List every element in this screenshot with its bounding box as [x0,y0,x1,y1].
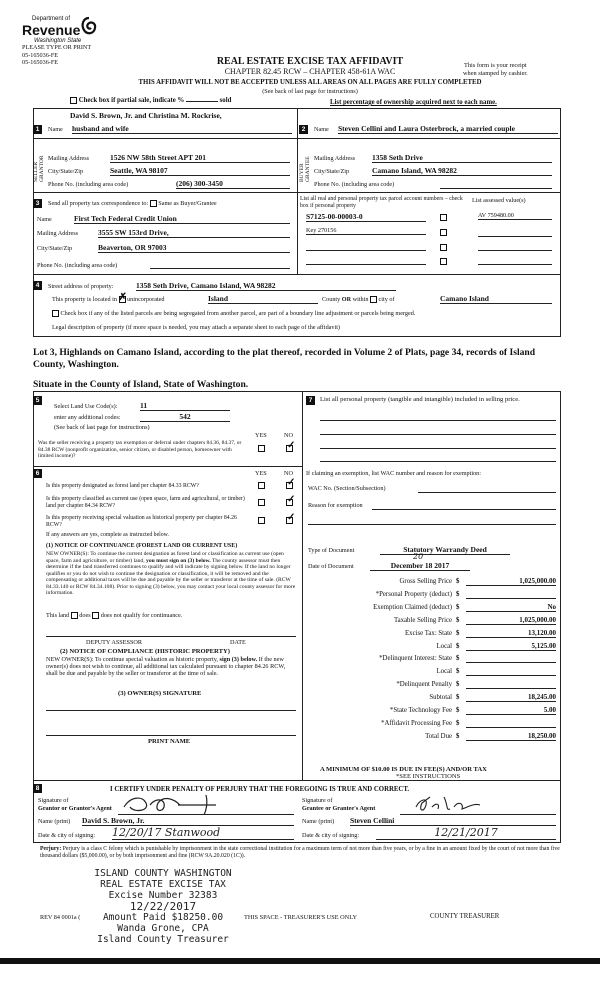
grantor-name-print-label: Name (print) [38,818,71,825]
county-label: County [322,296,341,303]
amount-value[interactable] [466,654,556,663]
additional-codes-label: enter any additional codes: [54,414,121,421]
city-of-label: city of [378,296,395,303]
please-type: PLEASE TYPE OR PRINT [22,44,92,51]
amount-value[interactable]: 1,025,000.00 [466,577,556,586]
wac-field[interactable] [418,492,556,493]
segregated-row [52,310,415,317]
send-label: Send all property tax correspondence to: [48,200,149,207]
personal-property-checkbox-4[interactable] [440,258,447,265]
amount-value[interactable] [466,719,556,728]
notice-continuance-body [46,551,296,597]
section-8-number: 8 [33,784,42,793]
does-checkbox[interactable] [71,612,78,619]
seller-city[interactable]: Seattle, WA 98107 [110,166,290,176]
stamp-line: ISLAND COUNTY WASHINGTON [94,868,232,879]
county-name[interactable]: Island [208,294,318,304]
amount-label: Gross Selling Price [399,578,452,585]
ownership-note: List percentage of ownership acquired next to each name. [330,99,497,106]
legal-label: Legal description of property (if more space is needed, you may attach a separate sheet to each page of the affidavit) [52,324,340,331]
notice1-text: NEW OWNER(S): To continue the current designation as forest land or classification as current use (open space, farm and agriculture, or timber) land, [46,551,284,564]
receipt-note [463,62,528,77]
amount-value[interactable]: 18,250.00 [466,732,556,741]
unincorporated-label: unincorporated [127,296,165,303]
tax-phone[interactable] [150,268,290,269]
buyer-name[interactable]: Steven Cellini and Laura Osterbrock, a married couple [338,124,558,134]
assessed-value-2[interactable] [478,236,552,237]
form-subtitle: CHAPTER 82.45 RCW – CHAPTER 458-61A WAC [224,67,396,76]
unincorporated-checkbox[interactable] [118,292,127,304]
perjury-notice [40,846,560,860]
notice1-bold: you must sign on (3) below. [146,557,211,564]
amount-label: Exemption Claimed (deduct) [373,603,452,611]
partial-pct-field[interactable] [186,101,218,102]
dor-swirl-icon [80,16,98,38]
personal-property-checkbox-1[interactable] [440,214,447,221]
grantee-date-city[interactable]: 12/21/2017 [376,826,556,840]
doc-type-label: Type of Document [308,547,355,554]
street-label: Street address of property: [48,283,114,290]
checkmark-icon: ✓ [287,512,296,523]
notice-compliance-body [46,656,298,678]
assessed-value-3[interactable] [478,250,552,251]
amount-value[interactable]: 5.00 [466,706,556,715]
certify-statement: I CERTIFY UNDER PENALTY OF PERJURY THAT THE FOREGOING IS TRUE AND CORRECT. [110,786,410,793]
owner-signature-line[interactable] [46,710,296,711]
exemption-yes-checkbox[interactable] [258,445,265,452]
reason-label: Reason for exemption [308,502,363,509]
assessed-header: List assessed value(s) [472,197,526,204]
section-7-number: 7 [306,396,315,405]
currency-symbol: $ [456,629,460,637]
does-not-label: does not qualify for continuance. [100,612,183,619]
amount-label: *Delinquent Interest: State [379,655,452,663]
form-code: 05-165036-FE [22,52,59,59]
segregated-label: Check box if any of the listed parcels are being segregated from another parcel, are part of a boundary line adjustment or parcels being merged. [60,310,416,317]
partial-sale-label: Check box if partial sale, indicate % [78,97,185,105]
currency-symbol: $ [456,655,460,663]
deputy-assessor-label: DEPUTY ASSESSOR [86,639,142,646]
qualify-row [46,612,182,619]
dor-logo: Department of Revenue Washington State [20,14,100,56]
personal-property-checkbox-2[interactable] [440,229,447,236]
grantee-signature[interactable] [410,793,500,815]
forest-no-checkbox[interactable] [286,477,296,489]
currency-symbol: $ [456,590,460,598]
doc-type[interactable]: Statutory Warrandy Deed [380,545,510,555]
parcel-number-2[interactable]: Key 270156 [306,227,426,235]
partial-sale-row [70,97,231,104]
tax-city[interactable]: Beaverton, OR 97003 [98,243,290,253]
currency-symbol: $ [456,603,460,611]
perjury-text: Perjury is a class C felony which is punishable by imprisonment in the state correctional institution for a maximum term of not more than five years, or by a fine in an amount fixed by the court of not more than five thousand dollars ($5,000.00), or by both imprisonment and fine (RCW 9A.20.020 (1C)). [40,846,560,859]
grantee-date-label: Date & city of signing: [302,832,360,839]
amount-label: *Affidavit Processing Fee [381,719,452,727]
see-instructions: *SEE INSTRUCTIONS [396,773,461,780]
buyer-side-label [299,142,309,182]
currency-symbol: $ [456,694,460,702]
seller-city-label: City/State/Zip [48,168,84,175]
if-any-note: If any answers are yes, complete as instructed below. [46,532,169,538]
street-address[interactable]: 1358 Seth Drive, Camano Island, WA 98282 [136,281,396,291]
grantee-name-print-label: Name (print) [302,818,335,825]
currency-symbol: $ [456,732,460,740]
tax-mailing-label: Mailing Address [37,230,79,237]
this-land-label: This land [46,612,70,619]
notice-continuance-title: (1) NOTICE OF CONTINUANCE (FOREST LAND OR CURRENT USE) [46,543,238,549]
bottom-bar [0,958,600,964]
seller-side-label [33,142,43,182]
checkmark-icon: ✓ [287,440,296,451]
section-2-number: 2 [299,125,308,134]
doc-date-correction: 20 [413,552,424,561]
stamp-line: Island County Treasurer [97,934,229,945]
amount-value[interactable] [466,680,556,689]
forest-yes-checkbox[interactable] [258,482,265,489]
stamp-line: Wanda Grone, CPA [117,923,209,934]
amount-label: *State Technology Fee [389,707,452,714]
doc-date-label: Date of Document [308,563,354,570]
notice2-text: If the new owner(s) does not wish to continue, all additional tax calculated pursuant to chapter 84.26 RCW, shall be due and payable by the seller or transferor at the time of sale. [46,656,286,678]
currency-symbol: $ [456,642,460,650]
amount-value[interactable]: 13,120.00 [466,629,556,638]
land-use-label: Select Land Use Code(s): [54,403,118,410]
reason-field[interactable] [372,509,556,510]
yes-header: YES [255,432,267,439]
amount-label: *Delinquent Penalty [396,681,452,689]
forest-land-question: Is this property designated as forest land per chapter 84.33 RCW? [46,483,199,489]
exemption-no-checkbox[interactable] [286,440,296,452]
located-label: This property is located in [52,296,117,303]
amount-value[interactable]: 5,125.00 [466,642,556,651]
checkmark-icon: ✓ [287,477,296,488]
additional-codes[interactable]: 542 [140,412,230,422]
print-name-line[interactable] [46,735,296,736]
currency-symbol: $ [456,578,460,585]
current-use-question: Is this property classified as current use (open space, farm and agricultural, or timber) land per chapter 84.34 RCW? [46,496,245,509]
assessed-value-1[interactable]: AV 759480.00 [478,212,552,220]
deputy-date-label: DATE [230,639,246,646]
seller-side-text: SELLER GRANTOR [33,155,45,182]
does-not-checkbox[interactable] [92,612,99,619]
print-name-label: PRINT NAME [148,738,191,745]
within-label: within [352,296,369,303]
stamp-line: 12/22/2017 [129,900,197,913]
warning-text: THIS AFFIDAVIT WILL NOT BE ACCEPTED UNLESS ALL AREAS ON ALL PAGES ARE FULLY COMPLETED [138,79,482,86]
seller-mailing-label: Mailing Address [48,155,90,162]
parcel-header: List all real and personal property tax parcel account numbers – check box if personal property [300,196,463,209]
personal-property-checkbox-3[interactable] [440,244,447,251]
owner-signature-label: (3) OWNER(S) SIGNATURE [118,690,202,697]
seller-name-label: Name [48,126,63,133]
seller-name-line1: David S. Brown, Jr. and Christina M. Rockrise, [70,111,222,120]
exemption-question: Was the seller receiving a property tax exemption or deferral under chapters 84.36, 84.37, or 84.38 RCW (nonprofit organization, senior citizen, or disabled person, homeowner with limited income)? [38,440,242,459]
amount-value[interactable]: No [466,603,556,612]
historic-no-checkbox[interactable] [286,512,296,524]
legal-description[interactable]: Lot 3, Highlands on Camano Island, according to the plat thereof, recorded in Volume 2 of Plats, page 34, records of Island County, Washington. [33,347,536,370]
amount-label: Local [436,668,452,676]
notice2-text: NEW OWNER(S): To continue special valuation as historic property, [46,656,220,663]
stamp-line: Excise Number 32383 [108,890,218,901]
does-label: does [79,612,91,619]
checkmark-icon: ✗ [118,292,127,304]
section-5-number: 5 [33,396,42,405]
treasurer-stamp [88,868,238,945]
receipt-line: when stamped by cashier. [463,69,528,77]
buyer-mailing[interactable]: 1358 Seth Drive [372,153,552,163]
stamp-line: Amount Paid $18250.00 [102,912,224,923]
no-header: NO [284,432,293,439]
same-as-buyer-checkbox[interactable] [150,200,157,207]
grantor-date-city[interactable]: 12/20/17 Stanwood [112,826,294,840]
parcel-number-3[interactable] [306,250,426,251]
sold-label: sold [219,97,232,105]
amount-label: Subtotal [429,694,452,702]
stamp-line: REAL ESTATE EXCISE TAX [100,879,226,890]
situate-text[interactable]: Situate in the County of Island, State of Washington. [33,379,249,390]
grantor-name-print[interactable]: David S. Brown, Jr. [82,816,294,826]
county-or-label [322,296,395,303]
no-header-6: NO [284,470,293,477]
parcel-number-4[interactable] [306,264,426,265]
grantor-date-label: Date & city of signing: [38,832,96,839]
section-1-number: 1 [33,125,42,134]
notice-compliance-title: (2) NOTICE OF COMPLIANCE (HISTORIC PROPERTY) [60,648,230,655]
sig-of-label: Signature of [38,797,69,804]
form-title: REAL ESTATE EXCISE TAX AFFIDAVIT [216,56,404,67]
amount-label: Taxable Selling Price [393,616,452,624]
seller-mailing[interactable]: 1526 NW 58th Street APT 201 [110,153,290,163]
section-6-number: 6 [33,469,42,478]
grantor-agent-label: Grantor or Grantor's Agent [38,804,112,812]
currency-symbol: $ [456,681,460,689]
yes-header-6: YES [255,470,267,477]
sig-of-label: Signature of [302,797,333,804]
grantor-signature[interactable] [120,793,230,815]
city-name[interactable]: Camano Island [440,294,552,304]
grantee-signature-label [302,797,375,812]
segregated-checkbox[interactable] [52,310,59,317]
amount-label: Local [436,642,452,650]
checkmark-icon: ✓ [287,494,296,505]
or-label: OR [341,296,352,303]
tax-city-label: City/State/Zip [37,245,73,252]
amount-label: Excise Tax: State [405,629,452,637]
buyer-city-label: City/State/Zip [314,168,350,175]
buyer-side-text: BUYER GRANTEE [299,156,311,182]
parcel-number-1[interactable]: S7125-00-00003-0 [306,212,426,222]
buyer-phone[interactable] [440,188,552,189]
buyer-phone-label: Phone No. (including area code) [314,181,395,188]
tax-name-label: Name [37,216,52,223]
amount-label: *Personal Property (deduct) [375,590,452,598]
buyer-name-label: Name [314,126,329,133]
rev-number: REV 84 0001a ( [40,914,81,921]
send-correspondence [48,200,217,207]
exemption-claim-label: If claiming an exemption, list WAC number and reason for exemption: [306,470,481,477]
assessed-value-4[interactable] [478,264,552,265]
buyer-mailing-label: Mailing Address [314,155,356,162]
amount-value[interactable]: 1,025,000.00 [466,616,556,625]
land-use-see-back: (See back of last page for instructions) [54,424,150,431]
personal-property-label: List all personal property (tangible and intangible) included in selling price. [320,396,520,403]
seller-phone-label: Phone No. (including area code) [48,181,129,188]
notice2-bold: sign (3) below. [219,656,258,663]
amount-value[interactable]: 18,245.00 [466,693,556,702]
city-of-checkbox[interactable] [370,296,377,303]
wac-label: WAC No. (Section/Subsection) [308,485,386,492]
see-back: (See back of last page for instructions) [262,88,358,95]
historic-question: Is this property receiving special valuation as historical property per chapter 84.26 RCW? [46,515,237,528]
section-3-number: 3 [33,199,42,208]
section-4-number: 4 [33,281,42,290]
grantee-name-print[interactable]: Steven Cellini [350,816,556,826]
currency-symbol: $ [456,668,460,676]
county-treasurer-label: COUNTY TREASURER [430,913,500,920]
tax-mailing[interactable]: 3555 SW 153rd Drive, [98,228,290,238]
seller-name-line2[interactable]: husband and wife [72,124,292,134]
notice1-text: The county assessor must then determine if the land transferred continues to qualify and will indicate by signing below. If the land no longer qualifies or you do not wish to continue the designation or classification, it will be removed and the compensating or additional taxes will be due and payable by the seller or transferor at the time of sale. (RCW 84.33.140 or RCW 84.34.108). Prior to signing (3) below, you may contact your local county assessor for more information. [46,557,296,596]
grantee-agent-label: Grantee or Grantee's Agent [302,804,376,812]
same-label: Same as Buyer/Grantee [158,200,217,207]
receipt-line: This form is your receipt [464,62,527,69]
land-use-code[interactable]: 11 [140,401,230,411]
amount-value[interactable] [466,590,556,599]
amount-label: Total Due [425,732,452,740]
grantor-signature-label [38,797,112,812]
treasurer-use-only: THIS SPACE - TREASURER'S USE ONLY [244,914,357,921]
tax-name[interactable]: First Tech Federal Credit Union [74,214,290,224]
seller-phone[interactable]: (206) 300-3450 [176,179,290,189]
minimum-fee-note: A MINIMUM OF $10.00 IS DUE IN FEE(S) AND/OR TAX [320,766,487,773]
perjury-label: Perjury: [40,846,62,852]
current-use-yes-checkbox[interactable] [258,499,265,506]
form-code: 05-165036-FE [22,59,59,66]
currency-symbol: $ [456,719,460,727]
buyer-city[interactable]: Camano Island, WA 98282 [372,166,552,176]
amount-value[interactable] [466,667,556,676]
partial-sale-checkbox[interactable] [70,97,77,104]
historic-yes-checkbox[interactable] [258,517,265,524]
doc-date[interactable]: December 18 2017 [370,561,470,571]
currency-symbol: $ [456,616,460,624]
current-use-no-checkbox[interactable] [286,494,296,506]
currency-symbol: $ [456,707,460,714]
tax-phone-label: Phone No. (including area code) [37,262,118,269]
